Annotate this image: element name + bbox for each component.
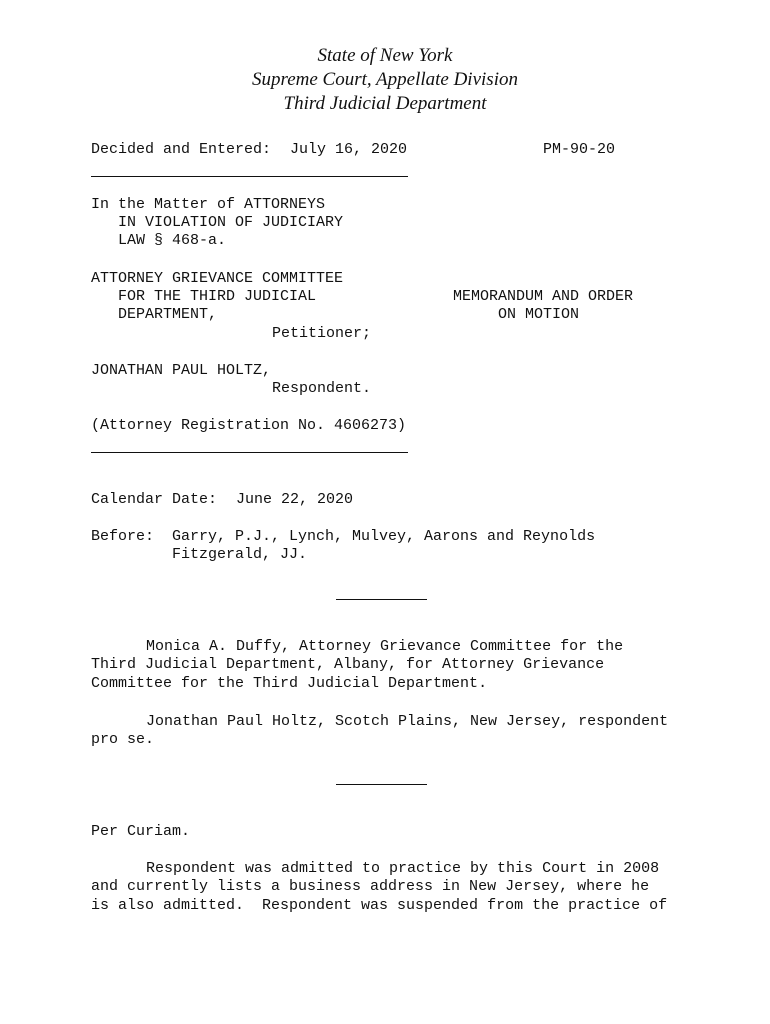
calendar-label: Calendar Date: — [91, 491, 218, 508]
matter-line-2: IN VIOLATION OF JUDICIARY — [118, 214, 344, 231]
section-divider-2 — [336, 784, 427, 785]
matter-line-3: LAW § 468-a. — [118, 232, 227, 249]
court-header — [0, 44, 770, 116]
petitioner-counsel-line-3: Committee for the Third Judicial Department. — [91, 675, 488, 692]
petitioner-line-3: DEPARTMENT, — [118, 306, 218, 323]
petitioner-counsel-line-1: Monica A. Duffy, Attorney Grievance Committee for the — [146, 638, 624, 655]
matter-line-1: In the Matter of ATTORNEYS — [91, 196, 326, 213]
opinion-para1-line-1: Respondent was admitted to practice by this Court in 2008 — [146, 860, 660, 877]
court-header-department: Third Judicial Department — [283, 93, 487, 114]
decided-label: Decided and Entered: — [91, 141, 272, 158]
calendar-date: June 22, 2020 — [236, 491, 354, 508]
petitioner-line-1: ATTORNEY GRIEVANCE COMMITTEE — [91, 270, 344, 287]
registration-number: (Attorney Registration No. 4606273) — [91, 417, 407, 434]
court-header-state: State of New York — [317, 45, 453, 66]
doc-type-line-1: MEMORANDUM AND ORDER — [453, 288, 634, 305]
before-line-1: Garry, P.J., Lynch, Mulvey, Aarons and Reynolds — [172, 528, 596, 545]
doc-type-line-2: ON MOTION — [498, 306, 580, 323]
caption-bottom-rule — [91, 452, 408, 453]
petitioner-counsel-line-2: Third Judicial Department, Albany, for Attorney Grievance — [91, 656, 605, 673]
petitioner-line-2: FOR THE THIRD JUDICIAL — [118, 288, 317, 305]
opinion-para1-line-3: is also admitted. Respondent was suspended from the practice of — [91, 897, 668, 914]
opinion-para1-line-2: and currently lists a business address in New Jersey, where he — [91, 878, 650, 895]
court-header-court: Supreme Court, Appellate Division — [252, 69, 518, 90]
before-label: Before: — [91, 528, 155, 545]
respondent-counsel-line-1: Jonathan Paul Holtz, Scotch Plains, New Jersey, respondent — [146, 713, 669, 730]
respondent-counsel-line-2: pro se. — [91, 731, 155, 748]
caption-top-rule — [91, 176, 408, 177]
petitioner-role: Petitioner; — [272, 325, 372, 342]
decided-date: July 16, 2020 — [290, 141, 408, 158]
opinion-author: Per Curiam. — [91, 823, 191, 840]
respondent-name: JONATHAN PAUL HOLTZ, — [91, 362, 272, 379]
respondent-role: Respondent. — [272, 380, 372, 397]
before-line-2: Fitzgerald, JJ. — [172, 546, 308, 563]
section-divider-1 — [336, 599, 427, 600]
docket-number: PM-90-20 — [543, 141, 616, 158]
